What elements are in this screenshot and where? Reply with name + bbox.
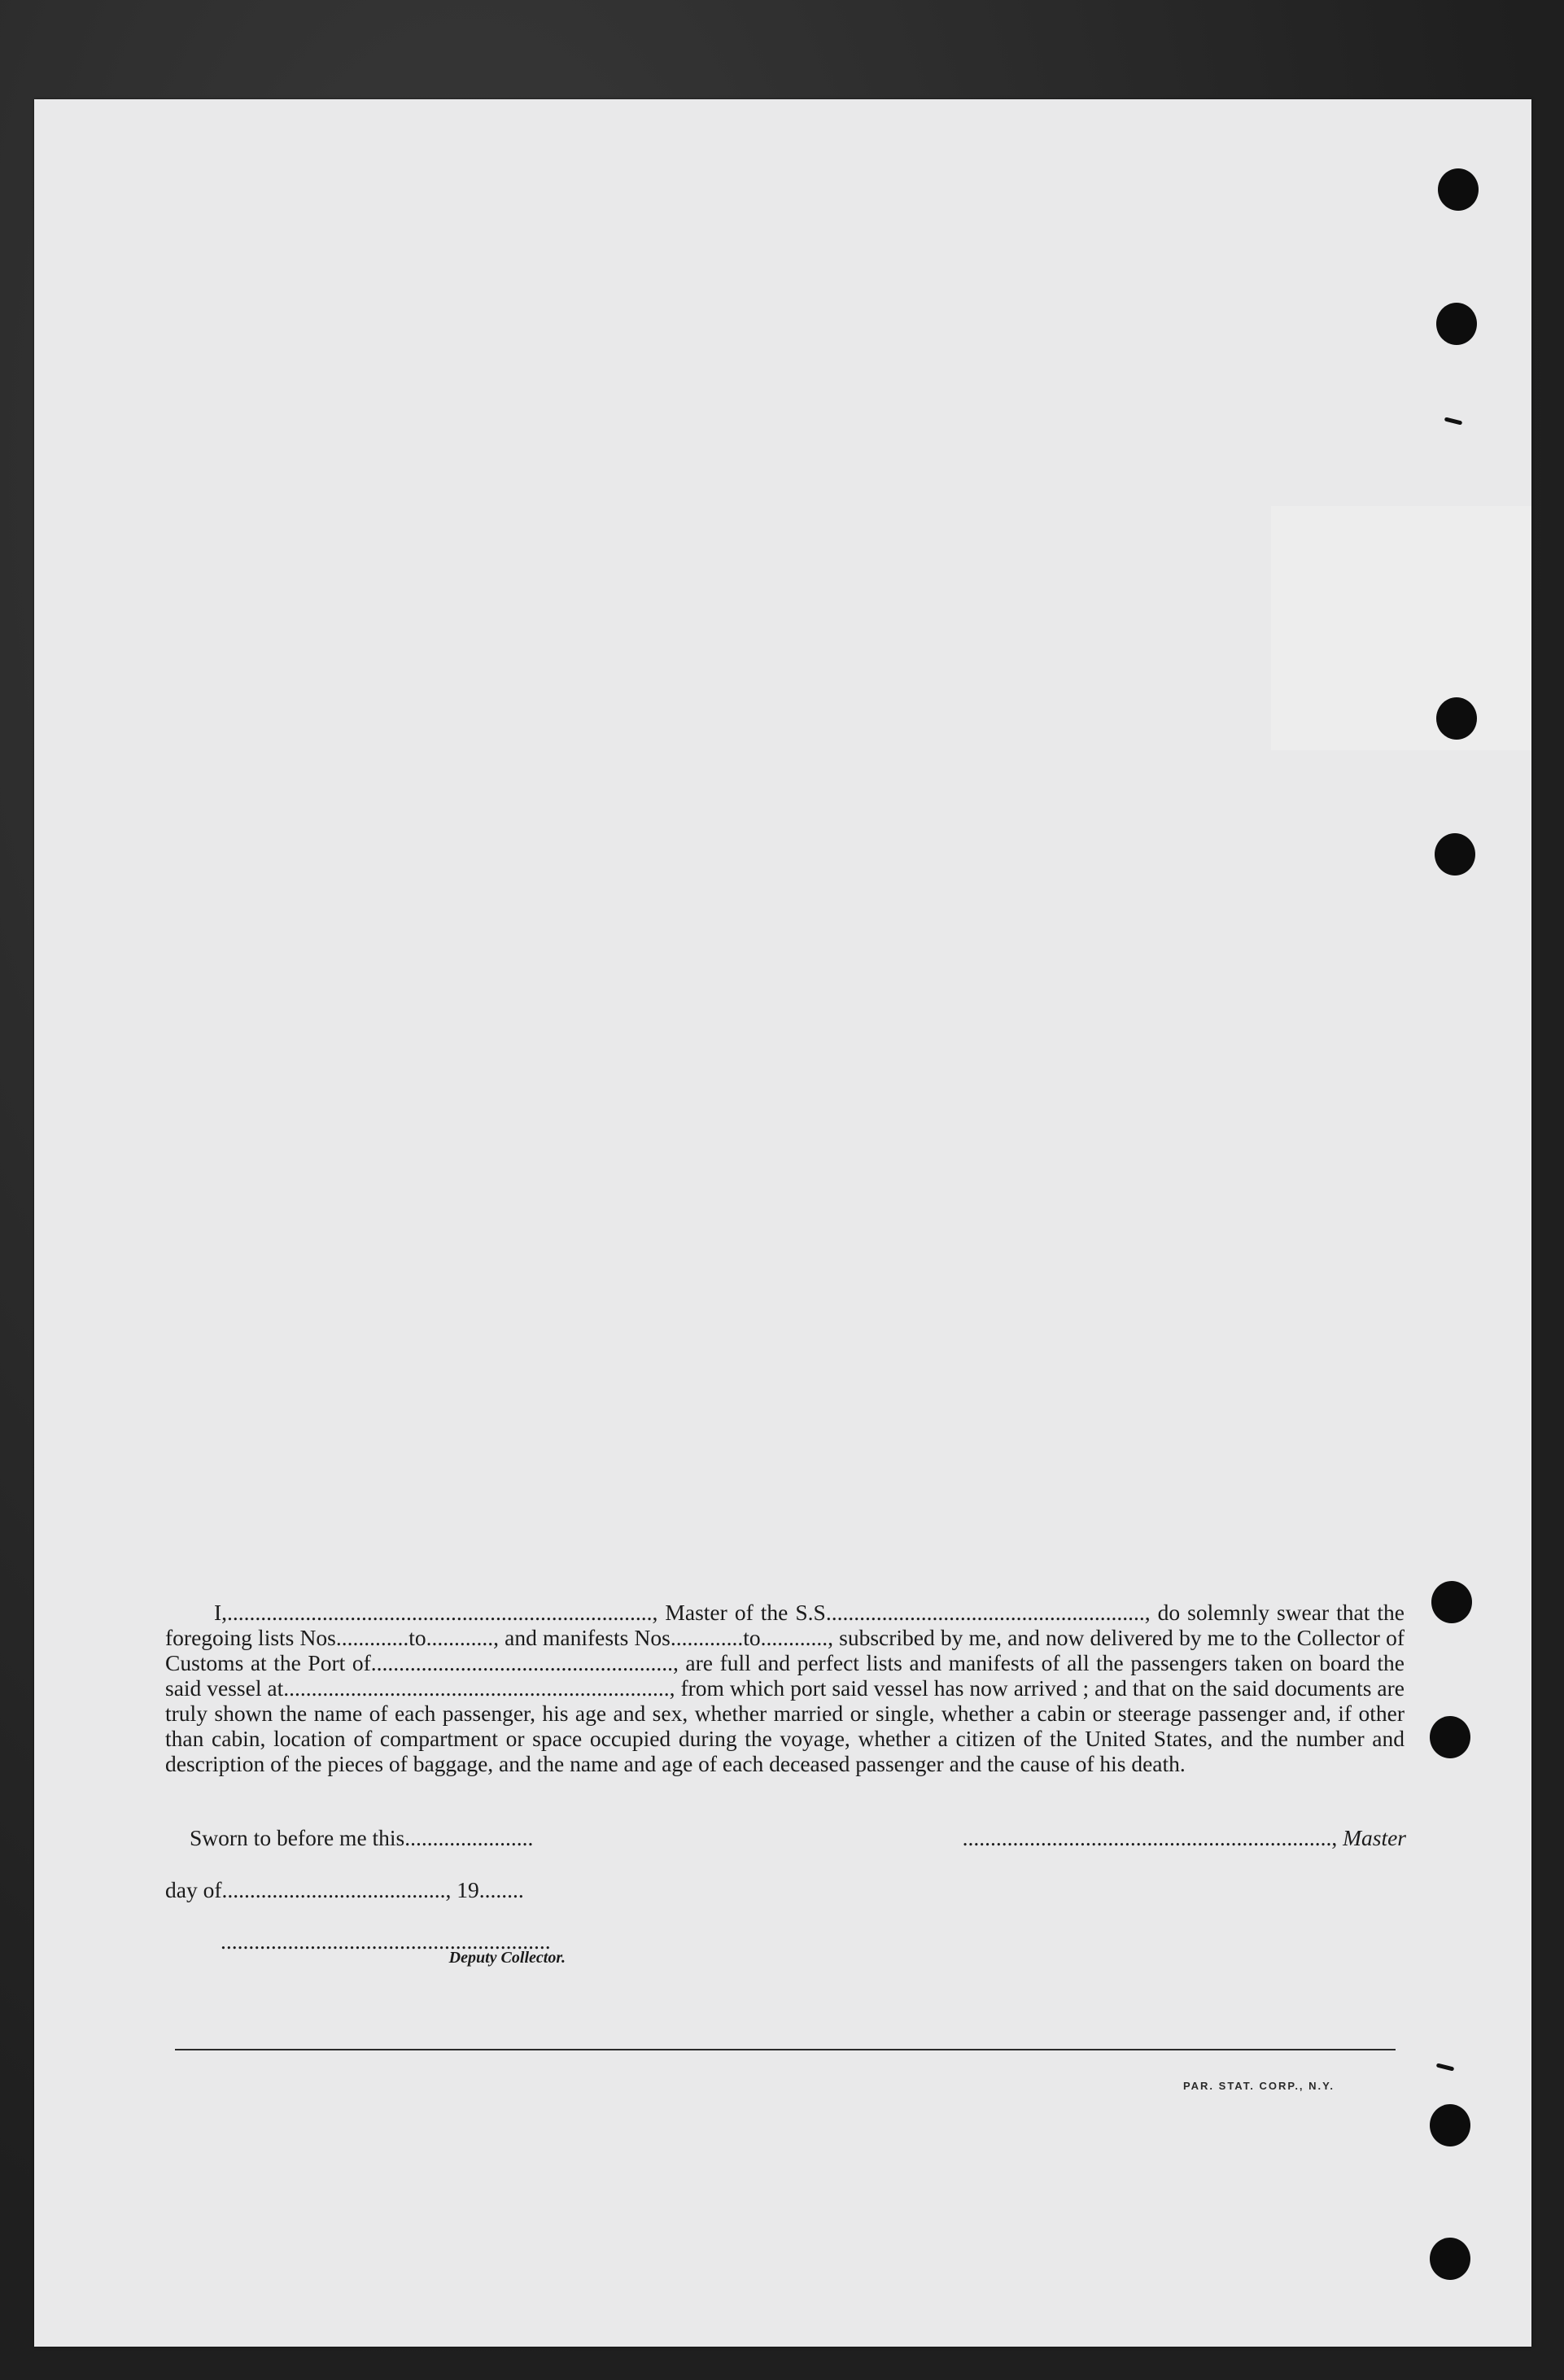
printer-imprint: PAR. STAT. CORP., N.Y. [1182,2080,1335,2092]
punch-hole-8 [1430,2238,1470,2280]
punch-hole-2 [1436,303,1477,345]
oath-text: I,............................................................................, Master of the S.S........................................................., do solemnly swear that the foregoing lists Nos.............to............, and manifests Nos.............to............, subscribed by me, and now delivered by me to the Collector of Customs at the Port of......................................................, are full and perfect lists and manifests of all the passengers taken on board the said vessel at....................................................................., from which port said vessel has now arrived ; and that on the said documents are truly shown the name of each passenger, his age and sex, whether married or single, whether a cabin or steerage passenger and, if other than cabin, location of compartment or space occupied during the voyage, whether a citizen of the United States, and the number and description of the pieces of baggage, and the name and age of each deceased passenger and the cause of his death. [165,1600,1405,1776]
day-of-line: day of........................................, 19........ [165,1877,524,1902]
punch-hole-1 [1438,168,1479,211]
punch-hole-7 [1430,2104,1470,2146]
deputy-collector-label: Deputy Collector. [448,1949,566,1967]
master-label: Master [1343,1825,1406,1850]
deputy-signature-dots: ........................................................... [221,1928,551,1954]
punch-hole-4 [1435,833,1475,876]
manifest-page [34,99,1531,2347]
sworn-line: Sworn to before me this....................... [190,1825,534,1850]
master-oath-block [165,1600,1405,1776]
master-signature-line [900,1825,1406,1851]
punch-hole-3 [1436,697,1477,740]
horizontal-rule [175,2049,1396,2050]
punch-hole-5 [1431,1581,1472,1623]
punch-hole-6 [1430,1716,1470,1758]
master-signature-dots: .................................................................., [962,1825,1338,1850]
